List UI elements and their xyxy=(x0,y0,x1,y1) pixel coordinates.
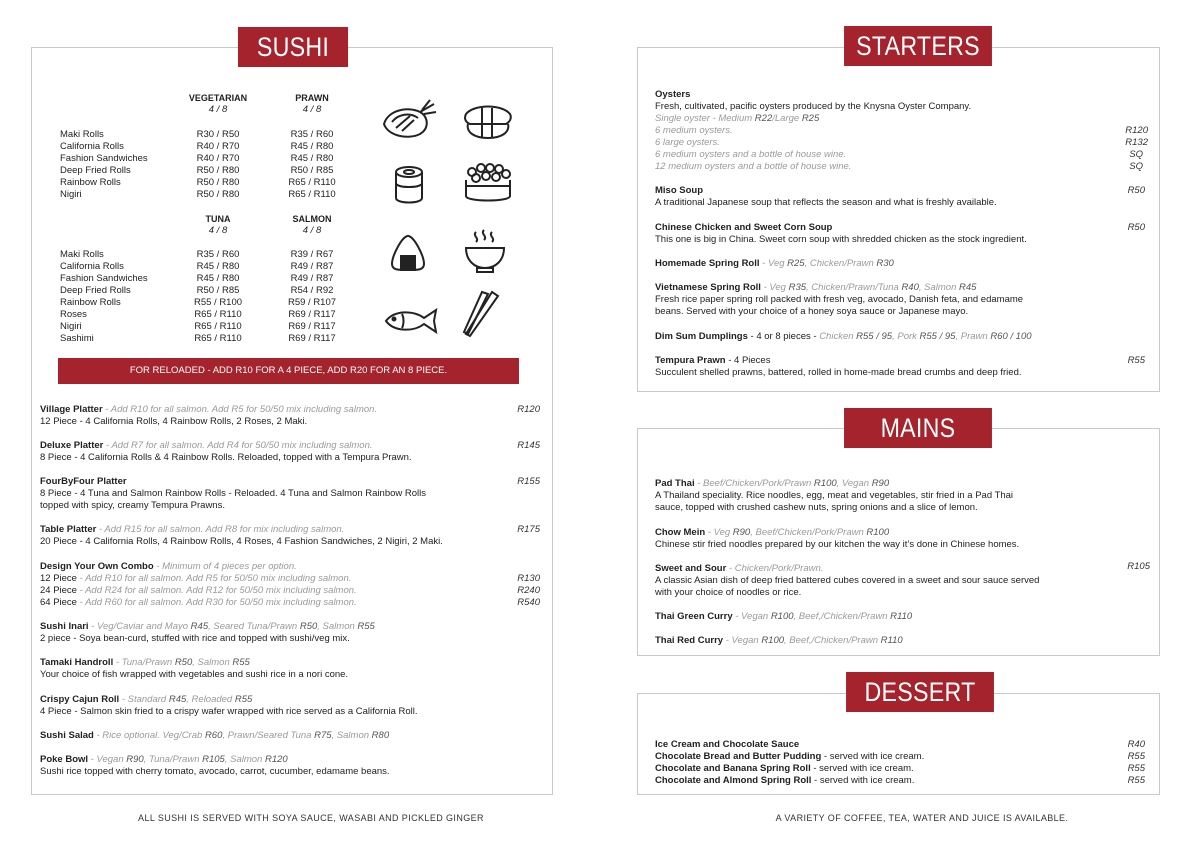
maki-roll-icon xyxy=(392,164,426,206)
list-item: Roses xyxy=(60,309,87,320)
item-note: - Chicken/Pork/Prawn. xyxy=(726,563,824,574)
oysters-desc: Fresh, cultivated, pacific oysters produced by the Knysna Oyster Company. xyxy=(655,101,972,112)
list-item: Maki Rolls xyxy=(60,129,104,140)
inari-desc: 2 piece - Soya bean-curd, stuffed with rice and topped with sushi/veg mix. xyxy=(40,633,350,644)
list-item: Rainbow Rolls xyxy=(60,297,121,308)
tamaki-desc: Your choice of fish wrapped with vegetables and sushi rice in a nori cone. xyxy=(40,669,349,680)
sweetsour-item xyxy=(655,563,823,575)
item-price: R30 xyxy=(876,258,894,269)
item-price: R90 xyxy=(732,527,751,538)
poke-item xyxy=(40,754,288,766)
item-price: R100 xyxy=(813,478,837,489)
price: R49 / R87 xyxy=(290,273,334,284)
item-price: R22 xyxy=(754,113,773,124)
price: R59 / R107 xyxy=(287,297,337,308)
deluxe-desc: 8 Piece - 4 California Rolls & 4 Rainbow Rolls. Reloaded, topped with a Tempura Prawn. xyxy=(40,452,412,463)
miso-price: R50 xyxy=(1127,185,1145,196)
dessert-item xyxy=(655,775,914,787)
village-platter xyxy=(40,404,377,416)
vegetarian-label: VEGETARIAN xyxy=(188,93,248,103)
reloaded-note: FOR RELOADED - ADD R10 FOR A 4 PIECE, ADD R20 FOR AN 8 PIECE. xyxy=(129,365,448,376)
table-platter xyxy=(40,524,344,536)
item-price: R60 xyxy=(204,730,223,741)
starters-banner: STARTERS xyxy=(844,26,992,66)
price: R50 / R80 xyxy=(196,177,240,188)
table-price: R175 xyxy=(517,524,540,535)
item-name: Poke Bowl xyxy=(40,754,89,765)
dessert-price: R55 xyxy=(1127,751,1145,762)
item-name: Thai Red Curry xyxy=(655,635,724,646)
list-item: Maki Rolls xyxy=(60,249,104,260)
item-price: R45 xyxy=(168,694,187,705)
item-note: , Beef/Chicken/Pork/Prawn xyxy=(750,527,867,538)
salmon-header xyxy=(272,213,352,237)
price: R65 / R110 xyxy=(194,309,242,320)
item-price: R100 xyxy=(770,611,794,622)
item-price: R120 xyxy=(264,754,288,765)
item-note: - Beef/Chicken/Pork/Prawn xyxy=(694,478,814,489)
red-curry-item xyxy=(655,635,903,647)
item-name: Tamaki Handroll xyxy=(40,657,114,668)
cajun-item xyxy=(40,694,252,706)
price: R69 / R117 xyxy=(288,321,336,332)
oyster-row: 6 medium oysters. xyxy=(655,125,733,136)
cajun-desc: 4 Piece - Salmon skin fried to a crispy wafer wrapped with rice served as a California Roll. xyxy=(40,706,418,717)
tuna-label: TUNA xyxy=(205,214,231,224)
green-curry-item xyxy=(655,611,912,623)
item-note: - Vegan xyxy=(723,635,762,646)
item-note: /Large xyxy=(772,113,802,124)
item-name: Thai Green Curry xyxy=(655,611,733,622)
list-item: Fashion Sandwiches xyxy=(60,273,148,284)
item-note: - 4 Pieces xyxy=(725,355,771,366)
item-note: , Prawn xyxy=(955,331,991,342)
item-price: R55 xyxy=(234,694,253,705)
fourbyfour-price: R155 xyxy=(517,476,540,487)
combo-price: R240 xyxy=(517,585,540,596)
padthai-item xyxy=(655,478,889,490)
price: R30 / R50 xyxy=(196,129,240,140)
dessert-item xyxy=(655,739,799,751)
combo-header xyxy=(40,561,297,573)
oyster-price: SQ xyxy=(1129,161,1143,172)
chopsticks-icon xyxy=(462,290,502,338)
dessert-price: R55 xyxy=(1127,775,1145,786)
item-price: R55 / 95 xyxy=(919,331,956,342)
list-item: Fashion Sandwiches xyxy=(60,153,148,164)
item-note: , Salmon xyxy=(331,730,372,741)
item-name: Table Platter xyxy=(40,524,97,535)
item-note: - Vegan xyxy=(732,611,771,622)
item-note: Single oyster - Medium xyxy=(655,113,755,124)
price: R45 / R80 xyxy=(196,273,240,284)
oyster-row: 6 medium oysters and a bottle of house wine. xyxy=(655,149,847,160)
item-price: R55 / 95 xyxy=(856,331,893,342)
price: R50 / R80 xyxy=(196,189,240,200)
item-name: Tempura Prawn xyxy=(655,355,726,366)
item-name: Homemade Spring Roll xyxy=(655,258,760,269)
item-note: - Veg xyxy=(760,282,789,293)
viet-desc-2: beans. Served with your choice of a honey soya sauce or Japanese mayo. xyxy=(655,306,969,317)
item-name: Chocolate and Banana Spring Roll xyxy=(655,763,811,774)
item-note: , Tuna/Prawn xyxy=(143,754,203,765)
list-item: California Rolls xyxy=(60,261,124,272)
item-name: Sushi Inari xyxy=(40,621,89,632)
price: R69 / R117 xyxy=(288,333,336,344)
reloaded-bar xyxy=(58,358,519,384)
dessert-item xyxy=(655,751,924,763)
sweetsour-price: R105 xyxy=(1127,561,1150,572)
item-name: Deluxe Platter xyxy=(40,440,104,451)
item-note: - served with ice cream. xyxy=(811,775,915,786)
item-price: R110 xyxy=(890,611,913,622)
item-note: - Vegan xyxy=(88,754,127,765)
onigiri-icon xyxy=(388,232,428,274)
item-price: R80 xyxy=(371,730,390,741)
oyster-price: R120 xyxy=(1125,125,1148,136)
price: R69 / R117 xyxy=(288,309,336,320)
item-price: R45 xyxy=(190,621,209,632)
group2-items xyxy=(60,249,148,345)
item-price: R55 xyxy=(357,621,375,632)
item-note: , Pork xyxy=(892,331,920,342)
item-note: - Add R7 for all salmon. Add R4 for 50/50 mix including salmon. xyxy=(103,440,373,451)
sushi-banner: SUSHI xyxy=(238,27,348,67)
item-note: - 4 or 8 pieces - xyxy=(747,331,820,342)
village-price: R120 xyxy=(517,404,540,415)
price: R40 / R70 xyxy=(196,153,240,164)
combo-label: 12 Piece xyxy=(40,573,77,584)
oyster-price: R132 xyxy=(1125,137,1148,148)
item-note: - Tuna/Prawn xyxy=(113,657,175,668)
item-price: R50 xyxy=(299,621,318,632)
combo-row xyxy=(40,585,357,597)
tuna-portions: 4 / 8 xyxy=(208,225,228,236)
deluxe-platter xyxy=(40,440,373,452)
item-name: Crispy Cajun Roll xyxy=(40,694,120,705)
item-note: , Vegan xyxy=(836,478,872,489)
inari-item xyxy=(40,621,375,633)
item-note: - Add R15 for all salmon. Add R8 for mix including salmon. xyxy=(96,524,345,535)
item-price: R60 / 100 xyxy=(990,331,1032,342)
item-note: , Chicken/Prawn xyxy=(804,258,877,269)
item-name: Ice Cream and Chocolate Sauce xyxy=(655,739,800,750)
item-note: , Seared Tuna/Prawn xyxy=(208,621,300,632)
list-item: Deep Fried Rolls xyxy=(60,165,131,176)
item-note: , Salmon xyxy=(918,282,960,293)
item-price: R45 xyxy=(959,282,977,293)
item-note: , Chicken/Prawn/Tuna xyxy=(806,282,902,293)
list-item: California Rolls xyxy=(60,141,124,152)
tempura-desc: Succulent shelled prawns, battered, rolled in home-made bread crumbs and deep fried. xyxy=(655,367,1022,378)
prawn-header xyxy=(272,92,352,116)
salad-item xyxy=(40,730,389,742)
price: R45 / R80 xyxy=(290,153,334,164)
table-desc: 20 Piece - 4 California Rolls, 4 Rainbow Rolls, 4 Roses, 4 Fashion Sandwiches, 2 Nigiri, 2 Maki. xyxy=(40,536,443,547)
item-price: R50 xyxy=(174,657,193,668)
oysters-single xyxy=(655,113,819,125)
fourbyfour-desc-2: topped with spicy, creamy Tempura Prawns. xyxy=(40,500,225,511)
combo-label: 64 Piece xyxy=(40,597,77,608)
list-item: Rainbow Rolls xyxy=(60,177,121,188)
price: R49 / R87 xyxy=(290,261,334,272)
padthai-desc-2: sauce, topped with crushed cashew nuts, spring onions and a slice of lemon. xyxy=(655,502,978,513)
sweetsour-desc-2: with your choice of noodles or rice. xyxy=(655,587,802,598)
price: R65 / R110 xyxy=(288,177,336,188)
list-item: Sashimi xyxy=(60,333,94,344)
item-name: Chocolate and Almond Spring Roll xyxy=(655,775,812,786)
item-note: , Salmon xyxy=(317,621,358,632)
vegetarian-portions: 4 / 8 xyxy=(208,104,228,115)
price: R55 / R100 xyxy=(193,297,243,308)
chowmein-desc: Chinese stir fried noodles prepared by our kitchen the way it’s done in Chinese homes. xyxy=(655,539,1020,550)
item-note: - Veg/Caviar and Mayo xyxy=(88,621,191,632)
item-name: Dim Sum Dumplings xyxy=(655,331,748,342)
combo-row xyxy=(40,597,357,609)
list-item: Nigiri xyxy=(60,189,82,200)
viet-roll-item xyxy=(655,282,976,294)
item-name: Design Your Own Combo xyxy=(40,561,154,572)
combo-price: R540 xyxy=(517,597,540,608)
item-price: R55 xyxy=(232,657,250,668)
item-name: Sweet and Sour xyxy=(655,563,727,574)
item-price: R40 xyxy=(901,282,919,293)
combo-note: - Add R60 for all salmon. Add R30 for 50/50 mix including salmon. xyxy=(76,597,357,608)
item-note: - served with ice cream. xyxy=(810,763,914,774)
viet-desc-1: Fresh rice paper spring roll packed with fresh veg, avocado, Danish feta, and edamame xyxy=(655,294,1024,305)
dessert-price: R40 xyxy=(1127,739,1145,750)
group1-col1 xyxy=(178,129,258,201)
item-note: Chicken xyxy=(819,331,857,342)
deluxe-price: R145 xyxy=(517,440,540,451)
tamaki-item xyxy=(40,657,250,669)
salmon-portions: 4 / 8 xyxy=(302,225,322,236)
item-price: R25 xyxy=(787,258,805,269)
item-note: - Veg xyxy=(759,258,788,269)
item-name: Chocolate Bread and Butter Pudding xyxy=(655,751,822,762)
sweetsour-desc-1: A classic Asian dish of deep fried battered cubes covered in a sweet and sour sauce served xyxy=(655,575,1040,586)
item-price: R110 xyxy=(880,635,903,646)
item-note: - Veg xyxy=(705,527,733,538)
sushi-nigiri-icon xyxy=(380,98,440,142)
item-note: , Reloaded xyxy=(186,694,235,705)
oyster-row: 12 medium oysters and a bottle of house wine. xyxy=(655,161,852,172)
combo-note: - Add R24 for all salmon. Add R12 for 50/50 mix including salmon. xyxy=(76,585,357,596)
chowmein-item xyxy=(655,527,889,539)
oyster-row: 6 large oysters. xyxy=(655,137,720,148)
list-item: Deep Fried Rolls xyxy=(60,285,131,296)
item-name: Vietnamese Spring Roll xyxy=(655,282,761,293)
poke-desc: Sushi rice topped with cherry tomato, avocado, carrot, cucumber, edamame beans. xyxy=(40,766,390,777)
tuna-header xyxy=(178,213,258,237)
fourbyfour-platter: FourByFour Platter xyxy=(40,476,127,487)
price: R65 / R110 xyxy=(194,333,242,344)
dessert-banner: DESSERT xyxy=(846,672,994,712)
mains-banner: MAINS xyxy=(844,408,992,448)
item-name: Pad Thai xyxy=(655,478,695,489)
price: R50 / R85 xyxy=(196,285,240,296)
group1-col2 xyxy=(272,129,352,201)
price: R65 / R110 xyxy=(288,189,336,200)
fourbyfour-desc-1: 8 Piece - 4 Tuna and Salmon Rainbow Rolls - Reloaded. 4 Tuna and Salmon Rainbow Rolls xyxy=(40,488,427,499)
price: R35 / R60 xyxy=(196,249,240,260)
group2-col1 xyxy=(178,249,258,345)
group1-items xyxy=(60,129,148,201)
item-note: , Prawn/Seared Tuna xyxy=(222,730,315,741)
village-desc: 12 Piece - 4 California Rolls, 4 Rainbow Rolls, 2 Roses, 2 Maki. xyxy=(40,416,308,427)
price: R54 / R92 xyxy=(290,285,334,296)
prawn-label: PRAWN xyxy=(295,93,329,103)
combo-label: 24 Piece xyxy=(40,585,77,596)
item-name: Chow Mein xyxy=(655,527,706,538)
item-note: , Salmon xyxy=(192,657,233,668)
item-note: - Rice optional. Veg/Crab xyxy=(93,730,205,741)
corn-soup-price: R50 xyxy=(1127,222,1145,233)
noodle-bowl-icon xyxy=(462,228,508,276)
price: R45 / R80 xyxy=(196,261,240,272)
item-price: R90 xyxy=(871,478,890,489)
item-price: R25 xyxy=(801,113,820,124)
item-price: R100 xyxy=(866,527,890,538)
dessert-price: R55 xyxy=(1127,763,1145,774)
tempura-item xyxy=(655,355,770,367)
oyster-price: SQ xyxy=(1129,149,1143,160)
dimsum-item xyxy=(655,331,1032,343)
item-note: , Beef,/Chicken/Prawn xyxy=(793,611,891,622)
price: R65 / R110 xyxy=(194,321,242,332)
item-name: Village Platter xyxy=(40,404,103,415)
salmon-nigiri-icon xyxy=(460,100,516,142)
item-name: Sushi Salad xyxy=(40,730,94,741)
price: R45 / R80 xyxy=(290,141,334,152)
price: R35 / R60 xyxy=(290,129,334,140)
item-note: - Standard xyxy=(119,694,169,705)
price: R50 / R85 xyxy=(290,165,334,176)
oysters-name: Oysters xyxy=(655,89,691,100)
item-price: R35 xyxy=(788,282,807,293)
dessert-item xyxy=(655,763,914,775)
price: R39 / R67 xyxy=(290,249,334,260)
gunkan-roe-icon xyxy=(460,160,516,206)
item-price: R105 xyxy=(202,754,225,765)
combo-row xyxy=(40,573,351,585)
item-price: R90 xyxy=(126,754,144,765)
prawn-portions: 4 / 8 xyxy=(302,104,322,115)
corn-soup-desc: This one is big in China. Sweet corn soup with shredded chicken as the stock ingredient. xyxy=(655,234,1027,245)
item-price: R100 xyxy=(761,635,785,646)
combo-price: R130 xyxy=(517,573,540,584)
price: R50 / R80 xyxy=(196,165,240,176)
miso-desc: A traditional Japanese soup that reflects the season and what is freshly available. xyxy=(655,197,997,208)
corn-soup-name: Chinese Chicken and Sweet Corn Soup xyxy=(655,222,833,233)
tempura-price: R55 xyxy=(1127,355,1145,366)
item-note: - served with ice cream. xyxy=(821,751,925,762)
item-note: - Add R10 for all salmon. Add R5 for 50/50 mix including salmon. xyxy=(102,404,378,415)
dessert-footer: A VARIETY OF COFFEE, TEA, WATER AND JUICE IS AVAILABLE. xyxy=(775,813,1069,823)
item-note: , Beef,/Chicken/Prawn xyxy=(784,635,881,646)
group2-col2 xyxy=(272,249,352,345)
combo-note: - Add R10 for all salmon. Add R5 for 50/50 mix including salmon. xyxy=(76,573,352,584)
sushi-footer: ALL SUSHI IS SERVED WITH SOYA SAUCE, WASABI AND PICKLED GINGER xyxy=(138,813,484,823)
fish-icon xyxy=(384,306,440,336)
spring-roll-item xyxy=(655,258,894,270)
price: R40 / R70 xyxy=(196,141,240,152)
item-note: - Minimum of 4 pieces per option. xyxy=(153,561,297,572)
item-note: , Salmon xyxy=(224,754,265,765)
vegetarian-header xyxy=(178,92,258,116)
salmon-label: SALMON xyxy=(292,214,332,224)
item-price: R75 xyxy=(314,730,332,741)
miso-name: Miso Soup xyxy=(655,185,704,196)
padthai-desc-1: A Thailand speciality. Rice noodles, egg, meat and vegetables, stir fried in a Pad Thai xyxy=(655,490,1014,501)
list-item: Nigiri xyxy=(60,321,82,332)
